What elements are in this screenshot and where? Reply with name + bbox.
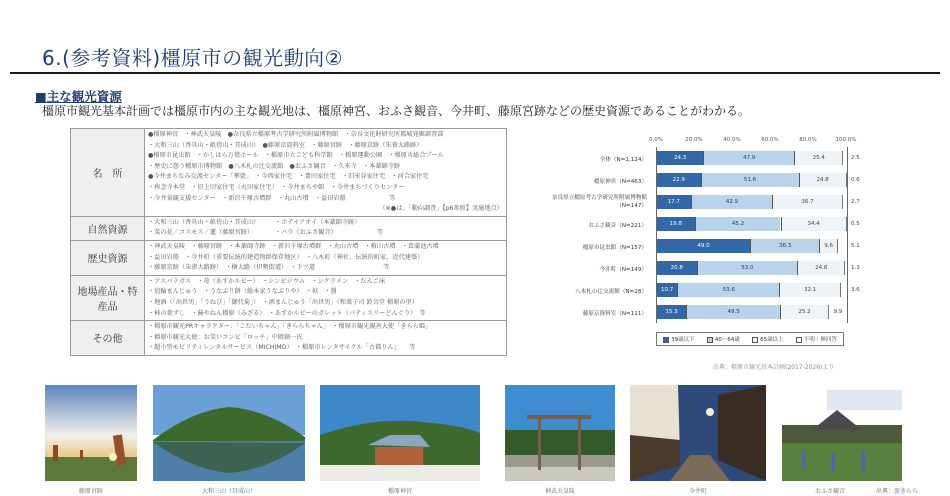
- photo-kashihara-jingu: [320, 385, 480, 481]
- bar-segment: 9.6: [819, 239, 837, 253]
- x-axis-ticks: [649, 137, 857, 145]
- bar-segment: [844, 261, 846, 275]
- bar-segment: [840, 283, 847, 297]
- bar-segment: 20.8: [657, 261, 697, 275]
- chart-bar-row: [593, 173, 860, 187]
- list-item: ・歴史に憩う橿原市博物館 ●八木札の辻交流館 ●おふさ観音 ・久米寺 ・本薬師寺跡: [148, 162, 401, 170]
- legend-label: 不明・無回答: [803, 337, 837, 343]
- row-items: [145, 240, 507, 275]
- photo-caption: 大和三山（耳成山）: [201, 488, 256, 495]
- list-item: ・橿原市観光大使：お笑いコンビ「ロッチ」中岡創一氏: [148, 333, 303, 341]
- legend-swatch: [796, 337, 802, 343]
- photo-imai-town: [630, 385, 766, 481]
- list-item: ・柿の葉ずし ・蘇やねん橿原（みざる） ・あすかルビーのガレット（パティスリーどんぐり） 等: [148, 309, 426, 317]
- row-category: その他: [71, 321, 145, 356]
- bar-segment: 45.2: [695, 217, 781, 231]
- legend-swatch: [752, 337, 758, 343]
- list-item: ・アスパラガス ・苺（あすかルビー） ・シンビジウム ・シクラメン ・だんご床: [148, 277, 386, 285]
- legend-swatch: [663, 337, 669, 343]
- bar-segment: 53.6: [677, 283, 779, 297]
- bar-segment: 10.7: [657, 283, 677, 297]
- bar-segment: 32.1: [779, 283, 840, 297]
- bar-segment: 49.5: [686, 305, 780, 319]
- table-row-historic: [71, 240, 507, 275]
- chart-bar-row: [575, 283, 860, 297]
- bar-segment: 22.9: [657, 173, 701, 187]
- miminashi-yama-image: [153, 385, 305, 481]
- x-tick: 40.0%: [723, 137, 741, 143]
- bar-segment: [837, 239, 847, 253]
- table-row-other: [71, 321, 507, 356]
- row-items: [145, 321, 507, 356]
- bar-value-outside: 2.5: [851, 155, 860, 161]
- bar-label: 全体（N=1,124）: [599, 157, 647, 163]
- table-row-natural: [71, 216, 507, 240]
- legend-label: 39歳以下: [671, 337, 695, 343]
- ofusa-kannon-image: [782, 385, 902, 481]
- bar-value-outside: 0.5: [851, 221, 860, 227]
- bar-label: 八木札の辻交流館（N=28）: [575, 289, 647, 295]
- chart-bar-row: [582, 239, 860, 253]
- kashihara-jingu-image: [320, 385, 480, 481]
- list-item: ・藤原京跡（朱雀大路跡） ・横大路（伊勢街道） ・下ツ道 等: [148, 264, 390, 272]
- list-item: ・益田岩船 ・今井町（重要伝統的建造物群保存地区） ・八木町（神社、伝統的町家、近代建築）: [148, 253, 424, 261]
- row-category: 名 所: [71, 129, 145, 217]
- list-item: ●橿原市昆虫館 ・かしはら万葉ホール ・橿原市立こども科学館 ・橿原運動公園 ・橿原市総合プール: [148, 152, 444, 160]
- x-tick: 20.0%: [685, 137, 703, 143]
- bar-segment: 53.0: [697, 261, 798, 275]
- row-category: 歴史資源: [71, 240, 145, 275]
- legend-label: 65歳以上: [760, 337, 784, 343]
- page-title: 6.(参考資料)橿原市の観光動向②: [42, 46, 344, 70]
- x-tick: 60.0%: [761, 137, 779, 143]
- x-tick: 80.0%: [799, 137, 817, 143]
- tourism-resources-table: [70, 128, 507, 356]
- row-items: [145, 129, 507, 217]
- list-item: ・埴輪まんじゅう ・うなぶり餅（総本家うなぶりや） ・麸 ・醤: [148, 288, 337, 296]
- photo-fujiwara-palace: [45, 385, 137, 481]
- bar-segment: 49.0: [657, 239, 750, 253]
- photo-jimmu-mausoleum: [505, 385, 615, 481]
- bar-segment: [846, 173, 847, 187]
- bar-label: 橿原神宮（N=463）: [593, 179, 647, 185]
- bar-segment: 25.4: [794, 151, 842, 165]
- bar-segment: [842, 151, 847, 165]
- bar-segment: 51.6: [701, 173, 799, 187]
- fujiwara-palace-image: [45, 385, 137, 481]
- list-item: ・大和三山（香具山・畝傍山・耳成山） ・ホテイアオイ（本薬師寺跡）: [148, 218, 361, 226]
- bar-segment: 36.7: [772, 195, 842, 209]
- x-tick: 100.0%: [835, 137, 857, 143]
- bar-segment: 17.7: [657, 195, 691, 209]
- list-item: ・大和三山（香具山・畝傍山・耳成山） ●藤原京資料室 ・藤原宮跡 ・藤原京跡（朱雀大路跡）: [148, 141, 423, 149]
- photo-caption: おふさ観音: [814, 488, 845, 495]
- imai-town-image: [630, 385, 766, 481]
- bar-label: 今井町（N=149）: [599, 267, 647, 273]
- section-heading: ■主な観光資源: [35, 89, 122, 104]
- row-category: 自然資源: [71, 216, 145, 240]
- chart-plot-area: [551, 147, 860, 323]
- legend-item: [707, 335, 740, 343]
- list-item: ・称念寺本堂 ・旧上田家住宅（丸田家住宅） ・今井まちや館 ・今井まちづくりセンター: [148, 183, 405, 191]
- bar-segment: 24.8: [797, 261, 844, 275]
- title-divider: [10, 72, 940, 74]
- photo-ofusa-kannon: [782, 385, 902, 481]
- list-item: ・超小型モビリティレンタルサービス（MICHIMO） ・橿原市レンタサイクル「古都りん」 等: [148, 344, 416, 352]
- list-item: ●橿原神宮 ・神武天皇陵 ●奈良県立橿原考古学研究所附属博物館 ・奈良文化財研究所都城発掘調査部: [148, 131, 444, 138]
- chart-source: 出典：橿原市観光基本計画(2017-2026)より: [713, 364, 835, 371]
- bar-label: 奈良県立橿原考古学研究所附属博物館 （N=147）: [551, 195, 647, 209]
- bar-segment: 19.8: [657, 217, 695, 231]
- bar-segment: 25.2: [780, 305, 828, 319]
- bar-value-outside: 0.6: [851, 177, 860, 183]
- bar-segment: 9.9: [828, 305, 847, 319]
- row-items: [145, 275, 507, 320]
- list-item: ・菜の花／コスモス／蓮（藤原宮跡） ・バラ（おふさ観音） 等: [148, 229, 384, 237]
- bar-value-outside: 3.6: [851, 287, 860, 293]
- legend-label: 40〜64歳: [714, 337, 740, 343]
- bar-segment: 24.8: [799, 173, 846, 187]
- age-distribution-chart: [528, 137, 868, 357]
- chart-bar-row: [599, 261, 860, 275]
- list-item: ・地酒（「出世男」「うねび」「御代菊」） ・酒まんじゅう「出世男」（和菓子司 鈴音堂 橿原の里）: [148, 298, 418, 306]
- bar-segment: 36.3: [750, 239, 819, 253]
- legend-swatch: [707, 337, 713, 343]
- chart-bar-row: [582, 305, 847, 319]
- photo-miminashi-yama: [153, 385, 305, 481]
- bar-segment: 15.3: [657, 305, 686, 319]
- bar-value-outside: 1.3: [851, 265, 860, 271]
- bar-label: 橿原市昆虫館（N=157）: [582, 245, 647, 251]
- photo-caption: 今井町: [688, 488, 707, 495]
- jimmu-mausoleum-image: [505, 385, 615, 481]
- bar-label: おふさ観音（N=221）: [588, 223, 647, 229]
- bar-segment: [842, 195, 847, 209]
- chart-bar-row: [551, 195, 860, 209]
- table-row-local-products: [71, 275, 507, 320]
- photo-caption: 藤原宮跡: [78, 488, 103, 495]
- bar-label: 藤原京資料室（N=111）: [582, 311, 647, 317]
- row-items: [145, 216, 507, 240]
- row-category: 地場産品・特産品: [71, 275, 145, 320]
- list-item: ・神武天皇陵 ・藤原宮跡 ・本薬師寺跡 ・新沢千塚古墳群 ・丸山古墳 ・植山古墳 ・菖蒲池古墳: [148, 242, 439, 250]
- bar-value-outside: 2.7: [851, 199, 860, 205]
- table-note: （※●は、「動向調査」【p6参照】実施地点）: [379, 205, 503, 213]
- photo-source: 出典：旅きらら: [876, 488, 919, 495]
- photo-caption: 神武天皇陵: [544, 488, 575, 495]
- bar-segment: 42.9: [691, 195, 773, 209]
- bar-value-outside: 5.1: [851, 243, 860, 249]
- table-row-famous-places: [71, 129, 507, 217]
- chart-bar-row: [599, 151, 860, 165]
- x-tick: 0.0%: [649, 137, 663, 143]
- bar-segment: 24.3: [657, 151, 703, 165]
- bar-segment: [846, 217, 847, 231]
- list-item: ●今井まちなみ交流センター「華甍」 ・今西家住宅 ・豊田家住宅 ・旧米谷家住宅 ・河合家住宅: [148, 173, 429, 181]
- list-item: ・今井景観支援センター ・新沢千塚古墳群 ・丸山古墳 ・益田岩船 等: [148, 194, 396, 202]
- bar-segment: 34.4: [781, 217, 846, 231]
- chart-legend: [656, 332, 844, 346]
- legend-item: [752, 335, 784, 343]
- bar-segment: 47.9: [703, 151, 794, 165]
- legend-item: [663, 335, 695, 343]
- photo-caption: 橿原神宮: [387, 488, 412, 495]
- list-item: ・橿原市観光PRキャラクター：「こだいちゃん」「きららちゃん」 ・橿原市観光親善大使「きらら姫」: [148, 323, 432, 331]
- chart-bar-row: [588, 217, 860, 231]
- legend-item: [796, 335, 837, 343]
- lead-text: 橿原市観光基本計画では橿原市内の主な観光地は、橿原神宮、おふさ観音、今井町、藤原宮跡などの歴史資源であることがわかる。: [42, 104, 751, 118]
